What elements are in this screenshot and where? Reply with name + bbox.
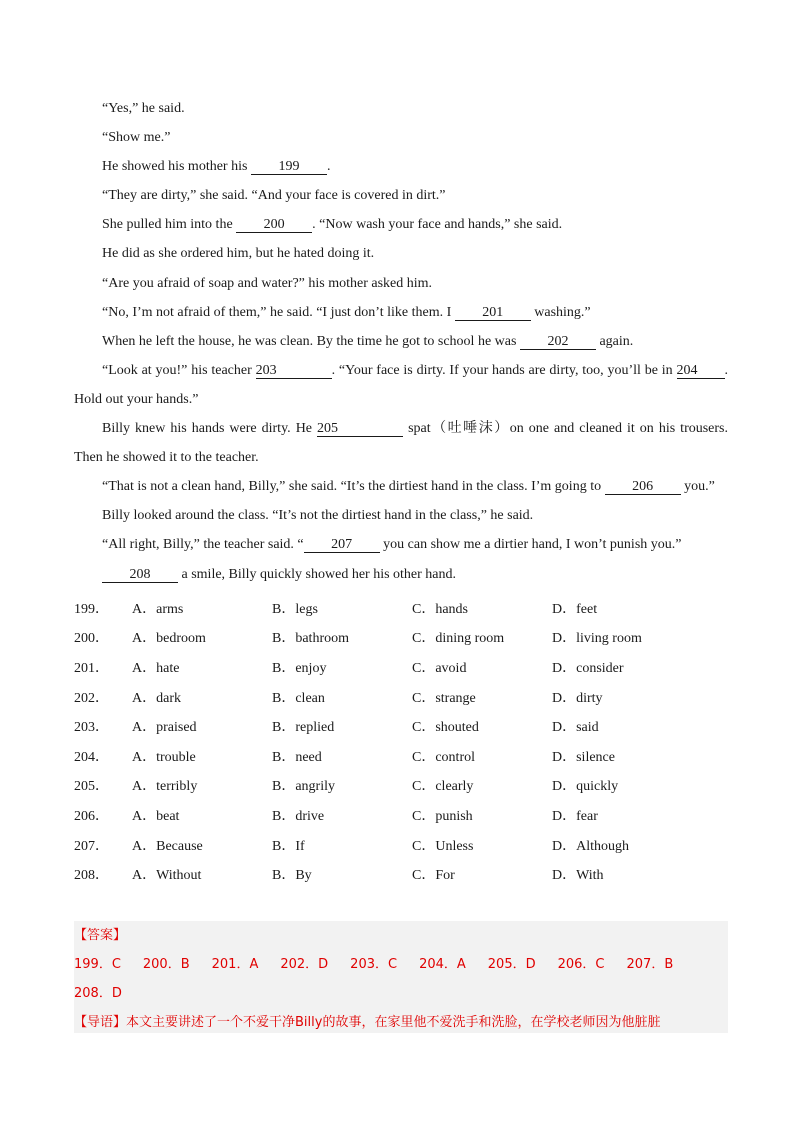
answer-option: D．quickly bbox=[552, 779, 619, 795]
answer-item: 203．C bbox=[350, 957, 398, 972]
passage-paragraph bbox=[74, 269, 728, 298]
answer-option: C．punish bbox=[412, 808, 473, 824]
answer-option: D．Although bbox=[552, 838, 629, 854]
blank-number: 208 bbox=[102, 567, 178, 583]
question-row bbox=[74, 623, 692, 653]
question-number: 199． bbox=[74, 601, 109, 617]
guide-line bbox=[74, 1008, 728, 1037]
answer-option: A．arms bbox=[132, 601, 184, 617]
passage-text: When he left the house, he was clean. By the time he got to school he was bbox=[102, 333, 520, 349]
answer-option: D．said bbox=[552, 720, 599, 736]
answer-option: C．dining room bbox=[412, 631, 505, 647]
passage-text: “All right, Billy,” the teacher said. “ bbox=[102, 537, 304, 553]
blank-number: 207 bbox=[304, 537, 380, 553]
answer-option: A．Without bbox=[132, 868, 202, 884]
passage-text: you can show me a dirtier hand, I won’t punish you.” bbox=[379, 537, 682, 553]
answer-heading: 【答案】 bbox=[74, 928, 127, 943]
question-number: 205． bbox=[74, 779, 109, 795]
answer-option: C．hands bbox=[412, 601, 468, 617]
blank-number: 203 bbox=[256, 363, 332, 379]
answer-option: D．silence bbox=[552, 749, 615, 765]
answer-option: C．control bbox=[412, 749, 475, 765]
question-number: 200． bbox=[74, 631, 109, 647]
answer-item: 200．B bbox=[142, 957, 190, 972]
answer-option: B．clean bbox=[272, 690, 325, 706]
passage-text: “Look at you!” his teacher bbox=[102, 362, 256, 378]
answer-option: A．beat bbox=[132, 808, 180, 824]
passage-text: . bbox=[326, 159, 331, 175]
answer-option: D．feet bbox=[552, 601, 598, 617]
passage-text: . Hold out your hands.” bbox=[74, 362, 728, 407]
passage-paragraph bbox=[74, 181, 728, 210]
passage-text: “Show me.” bbox=[102, 130, 171, 146]
cloze-passage bbox=[74, 94, 728, 589]
question-row bbox=[74, 711, 692, 741]
answer-item: 201．A bbox=[211, 957, 259, 972]
answer-option: B．If bbox=[272, 838, 305, 854]
answer-option: A．hate bbox=[132, 660, 180, 676]
answer-option: C．avoid bbox=[412, 660, 467, 676]
passage-text: He did as she ordered him, but he hated doing it. bbox=[102, 246, 375, 262]
answer-option: B．drive bbox=[272, 808, 325, 824]
answer-option: B．replied bbox=[272, 720, 335, 736]
answer-option: A．dark bbox=[132, 690, 181, 706]
answer-option: C．Unless bbox=[412, 838, 474, 854]
passage-text: spat（吐唾沫）on one and cleaned it on his trousers. Then he showed it to the teacher. bbox=[74, 421, 729, 466]
answer-section bbox=[74, 921, 728, 1033]
question-row bbox=[74, 859, 692, 889]
answer-option: A．terribly bbox=[132, 779, 198, 795]
question-row bbox=[74, 800, 692, 830]
answer-option: B．By bbox=[272, 868, 312, 884]
passage-paragraph bbox=[74, 501, 728, 530]
passage-paragraph bbox=[74, 94, 728, 123]
passage-paragraph bbox=[74, 239, 728, 268]
passage-paragraph bbox=[74, 414, 728, 472]
passage-text: again. bbox=[595, 333, 634, 349]
answer-list bbox=[74, 950, 728, 979]
passage-text: “No, I’m not afraid of them,” he said. “I just don’t like them. I bbox=[102, 304, 455, 320]
passage-text: She pulled him into the bbox=[102, 217, 237, 233]
passage-text: “That is not a clean hand, Billy,” she said. “It’s the dirtiest hand in the class. I’m going to bbox=[102, 479, 605, 495]
answer-option: D．fear bbox=[552, 808, 598, 824]
answer-option: A．bedroom bbox=[132, 631, 206, 647]
answer-option: D．consider bbox=[552, 660, 624, 676]
passage-paragraph bbox=[74, 472, 728, 501]
passage-paragraph bbox=[74, 530, 728, 559]
passage-text: “Yes,” he said. bbox=[102, 101, 185, 116]
passage-paragraph bbox=[74, 356, 728, 414]
passage-text: Billy knew his hands were dirty. He bbox=[102, 421, 318, 437]
passage-text: He showed his mother his bbox=[102, 159, 251, 175]
passage-paragraph bbox=[74, 298, 728, 327]
answer-item: 205．D bbox=[487, 957, 536, 972]
answer-option: D．With bbox=[552, 868, 604, 884]
question-row bbox=[74, 593, 692, 623]
answer-option: C．For bbox=[412, 868, 455, 884]
question-number: 202． bbox=[74, 690, 109, 706]
blank-number: 200 bbox=[236, 217, 312, 233]
blank-number: 206 bbox=[605, 479, 681, 495]
question-number: 203． bbox=[74, 720, 109, 736]
passage-text: . “Your face is dirty. If your hands are dirty, too, you’ll be in bbox=[331, 362, 677, 378]
answer-item: 208．D bbox=[74, 986, 122, 1001]
passage-paragraph bbox=[74, 327, 728, 356]
passage-text: you.” bbox=[680, 479, 715, 495]
question-row bbox=[74, 682, 692, 712]
question-row bbox=[74, 652, 692, 682]
answer-option: C．shouted bbox=[412, 720, 479, 736]
question-number: 206． bbox=[74, 808, 109, 824]
answer-item: 199．C bbox=[74, 957, 121, 972]
answer-option: A．praised bbox=[132, 720, 197, 736]
answer-item: 202．D bbox=[280, 957, 329, 972]
question-row bbox=[74, 771, 692, 801]
question-number: 204． bbox=[74, 749, 109, 765]
answer-option: C．strange bbox=[412, 690, 476, 706]
answer-option: D．living room bbox=[552, 631, 642, 647]
blank-number: 199 bbox=[251, 159, 327, 175]
passage-text: “Are you afraid of soap and water?” his mother asked him. bbox=[102, 275, 433, 291]
blank-number: 201 bbox=[455, 305, 531, 321]
answer-option: B．angrily bbox=[272, 779, 335, 795]
passage-paragraph bbox=[74, 560, 728, 589]
passage-text: Billy looked around the class. “It’s not the dirtiest hand in the class,” he said. bbox=[102, 508, 534, 524]
question-row bbox=[74, 830, 692, 860]
guide-text: 本文主要讲述了一个不爱干净Billy的故事，在家里他不爱洗手和洗脸，在学校老师因为他脏脏 bbox=[126, 1015, 661, 1030]
blank-number: 205 bbox=[317, 421, 403, 437]
answer-item: 204．A bbox=[419, 957, 466, 972]
question-row bbox=[74, 741, 692, 771]
answer-item: 206．C bbox=[557, 957, 605, 972]
passage-text: “They are dirty,” she said. “And your face is covered in dirt.” bbox=[102, 188, 446, 204]
question-options bbox=[74, 593, 692, 889]
passage-paragraph bbox=[74, 123, 728, 152]
answer-option: B．enjoy bbox=[272, 660, 327, 676]
answer-option: A．trouble bbox=[132, 749, 196, 765]
passage-text: washing.” bbox=[530, 304, 591, 320]
guide-label: 【导语】 bbox=[74, 1015, 127, 1030]
answer-list-continued bbox=[74, 979, 728, 1008]
passage-text: a smile, Billy quickly showed her his other hand. bbox=[178, 566, 457, 582]
answer-option: A．Because bbox=[132, 838, 203, 854]
blank-number: 202 bbox=[520, 334, 596, 350]
passage-text: . “Now wash your face and hands,” she said. bbox=[312, 217, 563, 233]
answer-option: D．dirty bbox=[552, 690, 603, 706]
passage-paragraph bbox=[74, 152, 728, 181]
question-number: 201． bbox=[74, 660, 109, 676]
blank-number: 204 bbox=[677, 363, 725, 379]
answer-option: C．clearly bbox=[412, 779, 474, 795]
passage-paragraph bbox=[74, 210, 728, 239]
answer-item: 207．B bbox=[626, 957, 674, 972]
answer-option: B．legs bbox=[272, 601, 318, 617]
answer-option: B．bathroom bbox=[272, 631, 349, 647]
answer-option: B．need bbox=[272, 749, 322, 765]
question-number: 208． bbox=[74, 868, 109, 884]
question-number: 207． bbox=[74, 838, 109, 854]
